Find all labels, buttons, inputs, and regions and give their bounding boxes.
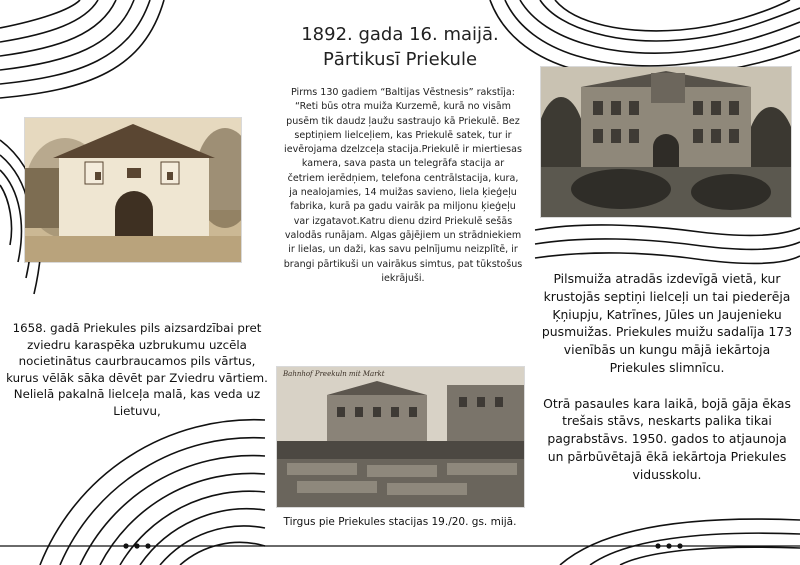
swedish-gate-description: 1658. gadā Priekules pils aizsardzībai pret zviedru karaspēka uzbrukumu uzcēla nocietinātus caurbraucamos pils vārtus, kurus vēlāk sāka dēvēt par Zviedru vārtiem. Nelielā pakalnā lielceļa malā, kas veda uz Lietuvu, (6, 321, 268, 418)
title-date: 1892. gada 16. maijā. (301, 24, 499, 45)
manor-house-photo (541, 67, 791, 217)
manor-description (538, 270, 796, 484)
postcard-caption: Tirgus pie Priekules stacijas 19./20. gs. mijā. (283, 516, 517, 528)
right-swirl (535, 225, 800, 264)
postcard-inscription: Bahnhof Preekuln mit Markt (283, 370, 385, 378)
intro-quote-text: Pirms 130 gadiem “Baltijas Vēstnesis” rakstīja: “Reti būs otra muiža Kurzemē, kurā no visām pusēm tik daudz ļaužu sastraujo kā Priekulē. Bez septiņiem lielceļiem, kas Priekulē satek, tur ir ievērojama dzelzceļa stacija.Priekulē ir miertiesas kamera, sava pasta un telegrāfa stacija ar četriem ierēdņiem, telefona centrālstacija, kura, ja nealojamies, 14 muižas savieno, liela ķieģeļu fabrika, kurā pa gadu vairāk pa miljonu ķieģeļu var izgatavot.Katru dienu dzird Priekulē sešās valodās runājam. Algas gājējiem un strādniekiem ir lielas, un daži, kas savu pelnījumu neizplītē, ir brangi pārtikuši un vairākus simtus, pat tūkstošus iekrājuši. (283, 87, 523, 284)
page-title (270, 22, 530, 72)
manor-paragraph-1: Pilsmuiža atradās izdevīgā vietā, kur krustojās septiņi lielceļi un tai piederēja Ķņiupju, Katrīnes, Jūles un Jaujenieku pusmuižas. Priekules muižu sadalīja 173 vienībās un kungu mājā iekārtoja Priekules slimnīcu. (541, 271, 793, 375)
manor-paragraph-2: Otrā pasaules kara laikā, bojā gāja ēkas trešais stāvs, neskarts palika tikai pagrabstāvs. 1950. gados to atjaunoja un pārbūvētajā ēkā iekārtoja Priekules vidusskolu. (543, 395, 791, 482)
title-subtitle: Pārtikusī Priekule (322, 49, 478, 70)
bottom-divider (0, 543, 800, 548)
bottom-left-arcs (40, 420, 265, 565)
bottom-right-swirl (560, 519, 800, 565)
top-left-swirl (0, 0, 164, 98)
station-market-postcard (277, 367, 524, 507)
swedish-gate-photo (25, 118, 241, 262)
